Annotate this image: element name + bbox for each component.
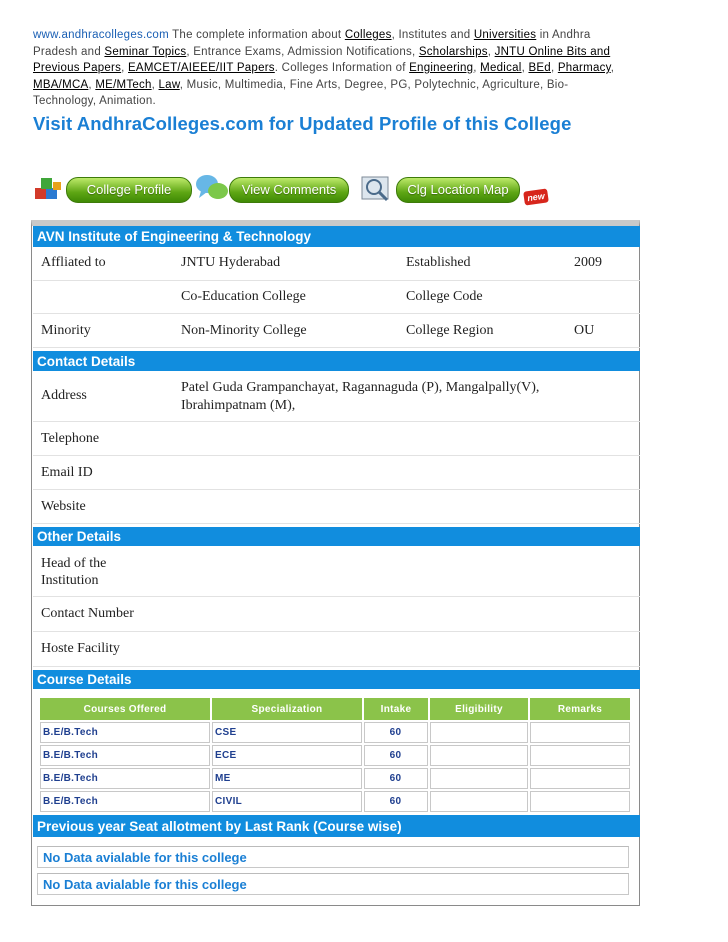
minority-row xyxy=(33,313,640,348)
intro-text: in Andhra Pradesh and xyxy=(33,29,591,58)
universities-link[interactable]: Universities xyxy=(473,29,537,41)
view-comments-button[interactable]: View Comments xyxy=(229,177,349,203)
address-value: Patel Guda Grampanchayat, Ragannaguda (P), Mangalpally(V), Ibrahimpatnam (M), xyxy=(181,380,540,413)
intro-paragraph xyxy=(33,27,618,110)
bed-link[interactable]: BEd xyxy=(528,62,551,74)
law-link[interactable]: Law xyxy=(158,78,180,91)
intro-text: , xyxy=(88,78,96,91)
intro-text: , xyxy=(487,45,495,58)
eligibility-cell xyxy=(430,768,528,789)
colleges-link[interactable]: Colleges xyxy=(344,29,392,41)
other-details-bar: Other Details xyxy=(33,527,640,546)
course-cell: B.E/B.Tech xyxy=(40,768,210,789)
college-region-value: OU xyxy=(574,323,595,338)
intro-text: . Colleges Information of xyxy=(274,62,410,74)
telephone-row xyxy=(33,421,640,456)
courses-header-row xyxy=(40,698,630,720)
header-intake: Intake xyxy=(364,698,428,720)
college-code-label: College Code xyxy=(406,289,483,304)
affiliation-row xyxy=(33,247,640,281)
no-data-message: No Data avialable for this college xyxy=(37,846,629,868)
comments-bubble-icon xyxy=(195,172,229,204)
eligibility-cell xyxy=(430,791,528,812)
visit-profile-link[interactable]: Visit AndhraColleges.com for Updated Profile of this College xyxy=(33,113,572,134)
website-label: Website xyxy=(41,499,86,514)
email-label: Email ID xyxy=(41,465,93,480)
courses-table xyxy=(38,696,632,814)
specialization-cell: CSE xyxy=(212,722,362,743)
header-courses-offered: Courses Offered xyxy=(40,698,210,720)
intro-text: , xyxy=(151,78,159,91)
intake-cell: 60 xyxy=(364,745,428,766)
table-row xyxy=(40,791,630,812)
remarks-cell xyxy=(530,722,630,743)
header-specialization: Specialization xyxy=(212,698,362,720)
remarks-cell xyxy=(530,768,630,789)
intro-text: , xyxy=(473,62,481,74)
remarks-cell xyxy=(530,745,630,766)
telephone-label: Telephone xyxy=(41,431,100,446)
me-mtech-link[interactable]: ME/MTech xyxy=(95,78,152,91)
header-remarks: Remarks xyxy=(530,698,630,720)
specialization-cell: ME xyxy=(212,768,362,789)
medical-link[interactable]: Medical xyxy=(480,62,522,74)
coeducation-row xyxy=(33,280,640,314)
course-cell: B.E/B.Tech xyxy=(40,745,210,766)
location-map-button[interactable]: Clg Location Map xyxy=(396,177,520,203)
course-cell: B.E/B.Tech xyxy=(40,722,210,743)
intro-text: , xyxy=(521,62,529,74)
college-region-label: College Region xyxy=(406,323,494,338)
email-row xyxy=(33,455,640,490)
eligibility-cell xyxy=(430,745,528,766)
college-blocks-icon xyxy=(33,174,65,206)
table-row xyxy=(40,768,630,789)
hostel-row xyxy=(33,631,640,667)
contact-number-row xyxy=(33,596,640,632)
affiliated-label: Affliated to xyxy=(41,255,106,270)
intro-text: , Music, Multimedia, Fine Arts, Degree, PG, Polytechnic, Agriculture, Bio-Technology, Animation. xyxy=(33,78,569,107)
site-link[interactable]: www.andhracolleges.com xyxy=(33,29,169,41)
table-row xyxy=(40,745,630,766)
college-profile-button[interactable]: College Profile xyxy=(66,177,192,203)
affiliated-value: JNTU Hyderabad xyxy=(181,255,281,270)
remarks-cell xyxy=(530,791,630,812)
contact-number-label: Contact Number xyxy=(41,606,134,621)
intro-text: , xyxy=(610,62,615,74)
intro-text: , Institutes and xyxy=(391,29,474,41)
head-of-institution-label: Head of the Institution xyxy=(41,556,107,588)
head-row xyxy=(33,546,640,597)
course-details-bar: Course Details xyxy=(33,670,640,689)
intake-cell: 60 xyxy=(364,722,428,743)
table-row xyxy=(40,722,630,743)
intro-text: , xyxy=(121,62,129,74)
coeducation-value: Co-Education College xyxy=(181,289,306,304)
intake-cell: 60 xyxy=(364,791,428,812)
eamcet-papers-link[interactable]: EAMCET/AIEEE/IIT Papers xyxy=(128,62,275,74)
hostel-facility-label: Hoste Facility xyxy=(41,641,120,656)
no-data-message: No Data avialable for this college xyxy=(37,873,629,895)
minority-label: Minority xyxy=(41,323,91,338)
address-row xyxy=(33,371,640,422)
address-label: Address xyxy=(41,388,87,403)
profile-nav-bar xyxy=(33,170,563,210)
seminar-topics-link[interactable]: Seminar Topics xyxy=(104,45,187,58)
course-cell: B.E/B.Tech xyxy=(40,791,210,812)
minority-value: Non-Minority College xyxy=(181,323,307,338)
engineering-link[interactable]: Engineering xyxy=(409,62,474,74)
specialization-cell: ECE xyxy=(212,745,362,766)
established-value: 2009 xyxy=(574,255,602,270)
contact-details-bar: Contact Details xyxy=(33,351,640,371)
header-eligibility: Eligibility xyxy=(430,698,528,720)
college-name-bar: AVN Institute of Engineering & Technology xyxy=(33,226,640,247)
established-label: Established xyxy=(406,255,471,270)
new-badge: new xyxy=(523,188,549,205)
intro-text: , xyxy=(550,62,558,74)
location-map-icon xyxy=(361,174,393,204)
intake-cell: 60 xyxy=(364,768,428,789)
seat-allotment-bar: Previous year Seat allotment by Last Rank (Course wise) xyxy=(33,815,640,837)
jntu-bits-link[interactable]: JNTU Online Bits and Previous Papers xyxy=(33,45,611,74)
mba-mca-link[interactable]: MBA/MCA xyxy=(33,78,89,91)
intro-text: The complete information about xyxy=(168,29,345,41)
website-row xyxy=(33,489,640,524)
scholarships-link[interactable]: Scholarships xyxy=(418,45,488,58)
specialization-cell: CIVIL xyxy=(212,791,362,812)
eligibility-cell xyxy=(430,722,528,743)
intro-text: , Entrance Exams, Admission Notifications, xyxy=(186,45,419,58)
pharmacy-link[interactable]: Pharmacy xyxy=(557,62,611,74)
